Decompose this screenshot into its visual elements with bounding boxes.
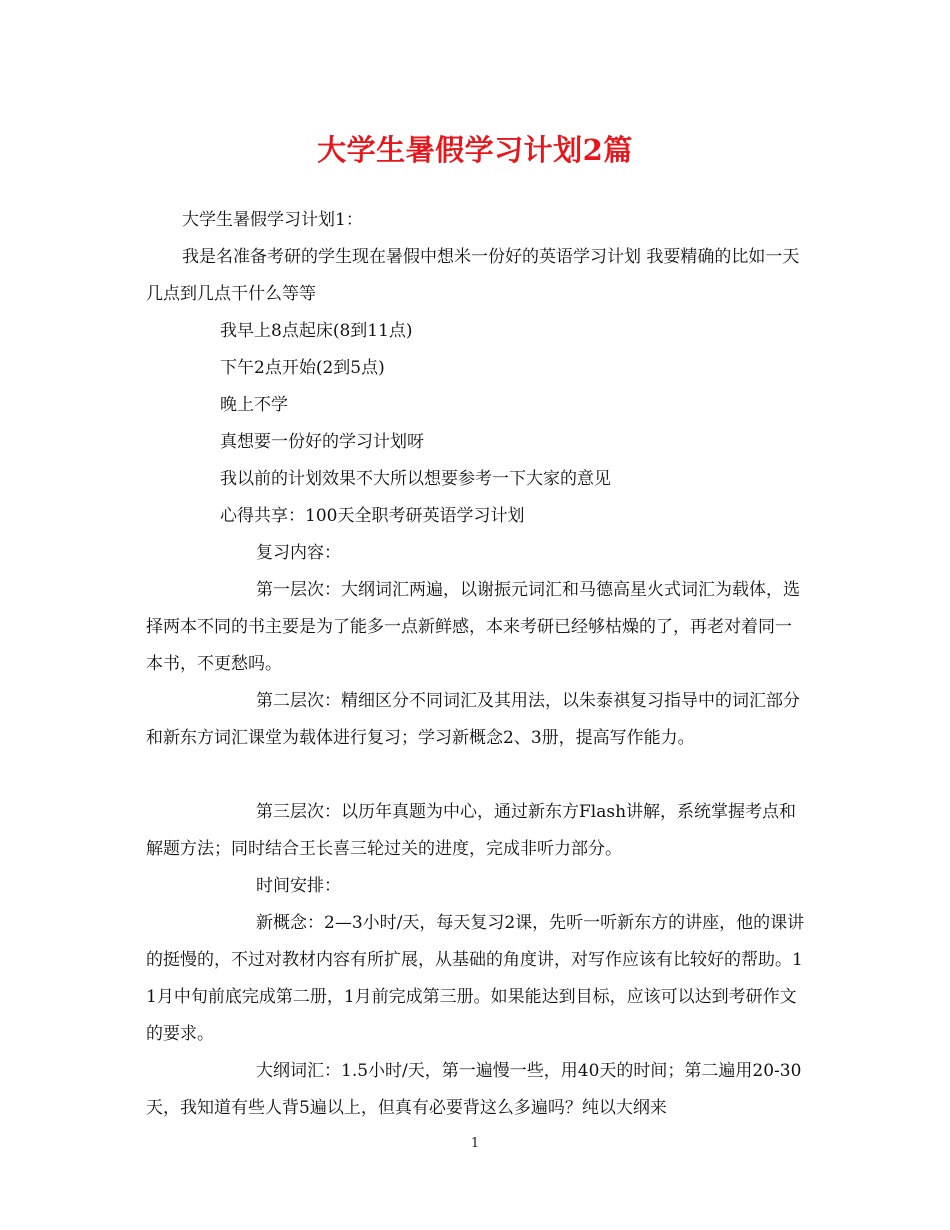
paragraph-previous: 我以前的计划效果不大所以想要参考一下大家的意见 [220,469,611,489]
paragraph-evening: 晚上不学 [220,395,288,415]
paragraph-vocabulary: 大纲词汇：1.5小时/天，第一遍慢一些，用40天的时间；第二遍用20-30天，我知道有些人背5遍以上，但真有必要背这么多遍吗？纯以大纲来 [146,1061,802,1118]
paragraph-intro: 我是名准备考研的学生现在暑假中想米一份好的英语学习计划 我要精确的比如一天几点到几点干什么等等 [146,247,800,304]
paragraph-review-heading: 复习内容： [256,543,341,563]
paragraph-morning: 我早上8点起床(8到11点) [220,321,413,341]
paragraph-level-3: 第三层次：以历年真题为中心，通过新东方Flash讲解，系统掌握考点和解题方法；同时结合王长喜三轮过关的进度，完成非听力部分。 [146,802,797,859]
page-number: 1 [470,1136,480,1151]
document-title: 大学生暑假学习计划2篇 [317,133,633,167]
paragraph-afternoon: 下午2点开始(2到5点) [220,358,385,378]
paragraph-schedule-heading: 时间安排： [256,876,341,896]
paragraph-new-concept: 新概念：2—3小时/天，每天复习2课，先听一听新东方的讲座，他的课讲的挺慢的，不过对教材内容有所扩展，从基础的角度讲，对写作应该有比较好的帮助。11月中旬前底完成第二册，1月前完成第三册。如果能达到目标，应该可以达到考研作文的要求。 [146,913,805,1044]
paragraph-plan-heading: 大学生暑假学习计划1： [182,210,363,230]
paragraph-share: 心得共享：100天全职考研英语学习计划 [220,506,525,526]
paragraph-wish: 真想要一份好的学习计划呀 [220,432,424,452]
paragraph-level-1: 第一层次：大纲词汇两遍，以谢振元词汇和马德高星火式词汇为载体，选择两本不同的书主要是为了能多一点新鲜感，本来考研已经够枯燥的了，再老对着同一本书，不更愁吗。 [146,580,800,674]
document-body [146,202,806,1127]
paragraph-spacer [146,757,806,794]
paragraph-level-2: 第二层次：精细区分不同词汇及其用法，以朱泰祺复习指导中的词汇部分和新东方词汇课堂为载体进行复习；学习新概念2、3册，提高写作能力。 [146,691,800,748]
